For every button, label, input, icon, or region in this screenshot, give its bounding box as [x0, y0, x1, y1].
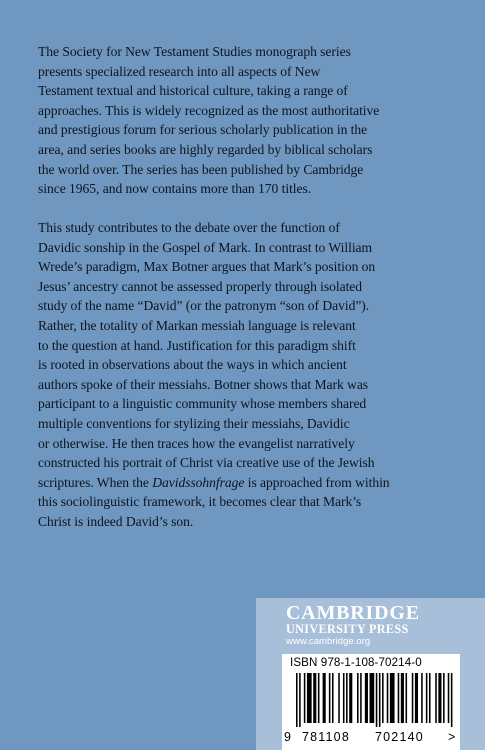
book-description-line: This study contributes to the debate over the function of [38, 220, 340, 235]
book-description-line: authors spoke of their messiahs. Botner shows that Mark was [38, 376, 369, 392]
book-description-line: Rather, the totality of Markan messiah language is relevant [38, 317, 356, 333]
barcode-panel [282, 654, 460, 750]
book-description-line: this sociolinguistic framework, it becomes clear that Mark’s [38, 494, 362, 510]
series-description-line: the world over. The series has been published by Cambridge [38, 161, 364, 177]
italic-term: Davidssohnfrage [152, 474, 245, 490]
book-description-line: Jesus’ ancestry cannot be assessed properly through isolated [38, 278, 363, 294]
barcode-icon [296, 673, 454, 727]
barcode-digit-group-left: 781108 [302, 730, 350, 744]
book-description-line: or otherwise. He then traces how the evangelist narratively [38, 435, 355, 451]
book-description [38, 218, 452, 532]
series-description-line: approaches. This is widely recognized as the most authoritative [38, 102, 380, 118]
series-description-line: Testament textual and historical culture, taking a range of [38, 83, 348, 99]
publisher-url: www.cambridge.org [286, 636, 371, 647]
publisher-logo-name: CAMBRIDGE [286, 602, 420, 624]
book-description-line-start: scriptures. When the [38, 474, 149, 490]
publisher-logo-subtitle: UNIVERSITY PRESS [286, 622, 409, 636]
series-description-line: since 1965, and now contains more than 170 titles. [38, 181, 312, 197]
isbn-label: ISBN 978-1-108-70214-0 [290, 656, 422, 669]
series-description [38, 42, 452, 199]
barcode-digit-end-mark: > [448, 730, 457, 744]
book-description-line: is rooted in observations about the ways in which ancient [38, 357, 347, 373]
series-description-line: area, and series books are highly regarded by biblical scholars [38, 141, 373, 157]
book-description-line: participant to a linguistic community whose members shared [38, 396, 367, 412]
book-description-line: to the question at hand. Justification for this paradigm shift [38, 337, 356, 353]
book-description-line: Christ is indeed David’s son. [38, 513, 194, 529]
book-description-line-rest: is approached from within [244, 474, 390, 490]
book-description-line: multiple conventions for stylizing their messiahs, Davidic [38, 415, 350, 431]
book-description-line: study of the name “David” (or the patronym “son of David”). [38, 298, 370, 314]
book-description-line-with-italic [38, 473, 452, 493]
series-description-line: presents specialized research into all aspects of New [38, 63, 321, 79]
barcode-digit-group-right: 702140 [375, 730, 424, 744]
publisher-panel [256, 598, 485, 750]
book-description-line: Davidic sonship in the Gospel of Mark. In contrast to William [38, 239, 373, 255]
series-description-line: and prestigious forum for serious scholarly publication in the [38, 122, 368, 138]
book-description-line: Wrede’s paradigm, Max Botner argues that Mark’s position on [38, 259, 376, 275]
series-description-line: The Society for New Testament Studies monograph series [38, 44, 351, 59]
book-description-line: constructed his portrait of Christ via creative use of the Jewish [38, 455, 375, 471]
barcode-digit-prefix: 9 [284, 730, 293, 744]
